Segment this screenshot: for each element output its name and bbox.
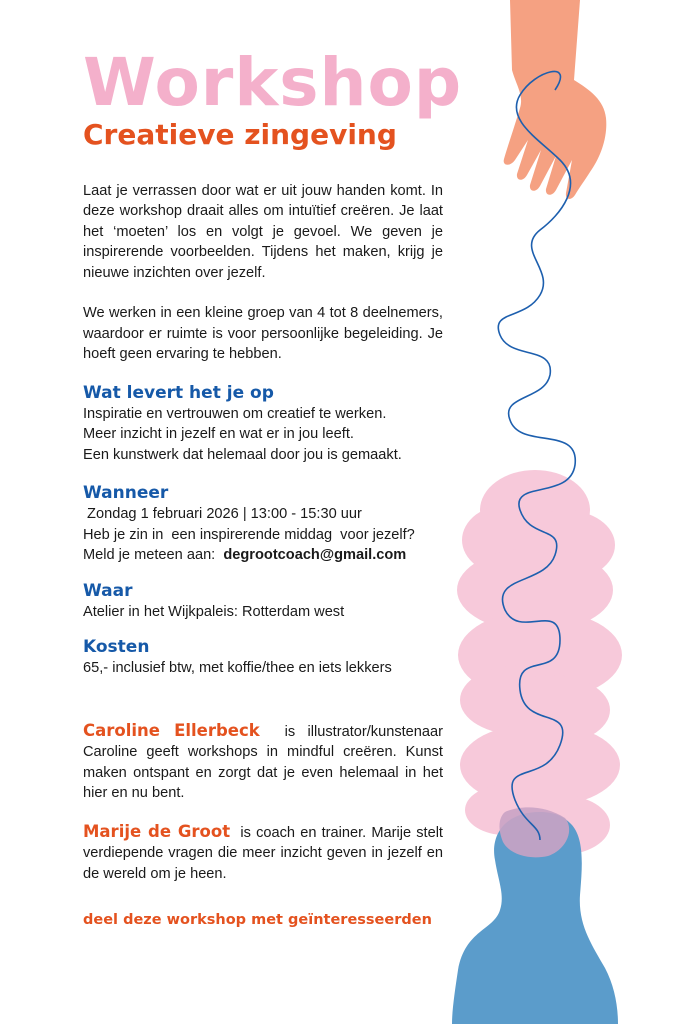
event-date: Zondag 1 februari 2026 | 13:00 - 15:30 uur [83, 506, 362, 523]
costs-heading: Kosten [83, 637, 150, 658]
when-section [83, 482, 443, 566]
bio-marije [83, 821, 448, 885]
signup-line [83, 545, 443, 566]
where-heading: Waar [83, 580, 133, 601]
page-title: Workshop [83, 44, 463, 121]
bio-name: Caroline Ellerbeck [83, 720, 260, 740]
costs-section [83, 636, 443, 679]
intro-paragraph-1: Laat je verrassen door wat er uit jouw handen komt. In deze workshop draait alles om intuïtief creëren. Je laat het ‘moeten’ los en volgt je gevoel. We geven je inspirerende voorbeelden. Tijdens het maken, krijg je nieuwe inzichten over jezelf. [83, 182, 443, 281]
bio-text: is coach en trainer. Marije stelt verdiepende vragen die meer inzicht geven in jezelf en de wereld om je heen. [83, 824, 448, 882]
when-heading: Wanneer [83, 483, 169, 504]
bio-text: is illustrator/kunstenaar Caroline geeft workshops in mindful creëren. Kunst maken ontspant en zorgt dat je even helemaal in het hier en nu bent. [83, 723, 448, 802]
location-text: Atelier in het Wijkpaleis: Rotterdam west [83, 603, 345, 620]
intro-paragraph-2: We werken in een kleine groep van 4 tot 8 deelnemers, waardoor er ruimte is voor persoonlijke begeleiding. Je hoeft geen ervaring te hebben. [83, 305, 443, 363]
benefit-line: Meer inzicht in jezelf en wat er in jou leeft. [83, 426, 354, 443]
flyer-content [83, 44, 463, 929]
signup-label: Meld je meteen aan: [83, 547, 220, 564]
bio-caroline [83, 720, 448, 804]
where-section [83, 580, 443, 623]
page-subtitle: Creatieve zingeving [83, 118, 397, 151]
costs-text: 65,- inclusief btw, met koffie/thee en iets lekkers [83, 660, 392, 677]
benefit-line: Inspiratie en vertrouwen om creatief te werken. [83, 405, 387, 422]
invite-question: Heb je zin in een inspirerende middag voor jezelf? [83, 526, 415, 543]
signup-email[interactable]: degrootcoach@gmail.com [223, 547, 407, 564]
bio-name: Marije de Groot [83, 821, 231, 841]
cloud-icon [457, 470, 622, 855]
benefits-section [83, 382, 443, 466]
share-link[interactable]: deel deze workshop met geïnteresseerden [83, 912, 432, 929]
benefits-heading: Wat levert het je op [83, 382, 274, 403]
hand-icon [504, 0, 607, 199]
benefit-line: Een kunstwerk dat helemaal door jou is gemaakt. [83, 446, 402, 463]
